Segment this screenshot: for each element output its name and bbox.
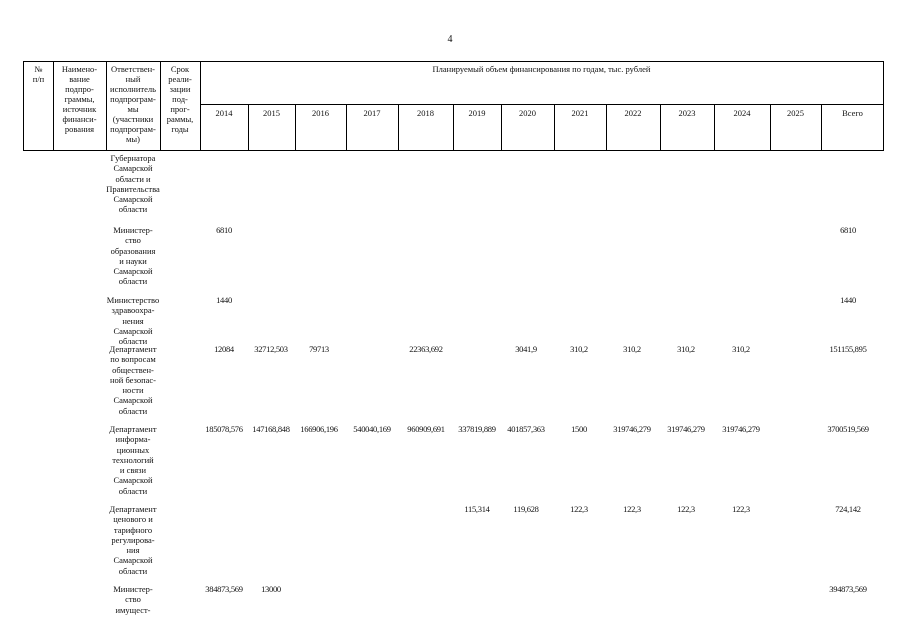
value-2014: 185078,576 xyxy=(205,424,243,434)
year-2015: 2015 xyxy=(263,108,280,118)
value-2023: 319746,279 xyxy=(667,424,705,434)
value-2016: 79713 xyxy=(309,344,329,354)
value-total: 3700519,569 xyxy=(827,424,869,434)
year-2014: 2014 xyxy=(215,108,233,118)
row-org: Департамент информа- ционных технологий и связи Самарской области xyxy=(109,424,157,496)
value-2023: 310,2 xyxy=(677,344,695,354)
header-planned-financing: Планируемый объем финансирования по годам, тыс. рублей xyxy=(432,64,651,74)
value-2015: 147168,848 xyxy=(252,424,290,434)
value-2018: 960909,691 xyxy=(407,424,445,434)
value-2024: 319746,279 xyxy=(722,424,760,434)
value-2021: 1500 xyxy=(571,424,587,434)
page-number: 4 xyxy=(447,34,453,45)
year-2020: 2020 xyxy=(519,108,536,118)
value-2024: 310,2 xyxy=(732,344,750,354)
header-subprogram-name: Наимено- вание подпро- граммы, источник финанси- рования xyxy=(61,64,98,134)
header-term: Срок реали- зации под- прог- раммы, годы xyxy=(166,64,194,134)
value-2014: 6810 xyxy=(216,225,232,235)
value-2021: 310,2 xyxy=(570,344,588,354)
value-2020: 119,628 xyxy=(513,504,539,514)
year-2019: 2019 xyxy=(468,108,486,118)
year-2024: 2024 xyxy=(733,108,751,118)
value-2018: 22363,692 xyxy=(409,344,443,354)
row-org: Министерство здравоохра- нения Самарской области xyxy=(106,295,160,347)
value-2022: 310,2 xyxy=(623,344,641,354)
year-total: Всего xyxy=(842,108,863,118)
value-2014: 1440 xyxy=(216,295,232,305)
value-2023: 122,3 xyxy=(677,504,695,514)
row-org: Министер- ство имущест- xyxy=(113,584,153,615)
value-total: 6810 xyxy=(840,225,856,235)
value-2022: 319746,279 xyxy=(613,424,651,434)
table-header xyxy=(23,61,884,151)
value-2020: 3041,9 xyxy=(515,344,537,354)
year-2017: 2017 xyxy=(363,108,381,118)
row-org: Губернатора Самарской области и Правительства Самарской области xyxy=(106,153,160,215)
header-number: № п/п xyxy=(32,64,45,84)
value-2024: 122,3 xyxy=(732,504,750,514)
year-2021: 2021 xyxy=(571,108,589,118)
value-2022: 122,3 xyxy=(623,504,641,514)
value-2019: 115,314 xyxy=(464,504,490,514)
value-2014: 384873,569 xyxy=(205,584,243,594)
value-total: 724,142 xyxy=(835,504,861,514)
value-2017: 540040,169 xyxy=(353,424,391,434)
value-2021: 122,3 xyxy=(570,504,588,514)
year-2018: 2018 xyxy=(417,108,434,118)
value-total: 1440 xyxy=(840,295,856,305)
value-2014: 12084 xyxy=(214,344,234,354)
year-2025: 2025 xyxy=(787,108,804,118)
value-total: 394873,569 xyxy=(829,584,867,594)
value-total: 151155,895 xyxy=(829,344,867,354)
value-2015: 32712,503 xyxy=(254,344,288,354)
row-org: Департамент ценового и тарифного регулирова- ния Самарской области xyxy=(109,504,157,576)
value-2016: 166906,196 xyxy=(300,424,338,434)
value-2020: 401857,363 xyxy=(507,424,545,434)
row-org: Департамент по вопросам обществен- ной безопас- ности Самарской области xyxy=(109,344,157,416)
value-2015: 13000 xyxy=(261,584,281,594)
year-2023: 2023 xyxy=(678,108,696,118)
row-org: Министер- ство образования и науки Самарской области xyxy=(110,225,156,287)
year-2022: 2022 xyxy=(624,108,642,118)
column-divider xyxy=(200,62,201,150)
header-divider xyxy=(200,104,883,105)
value-2019: 337819,889 xyxy=(458,424,496,434)
year-2016: 2016 xyxy=(312,108,329,118)
header-responsible: Ответствен- ный исполнитель подпрограм- мы (участники подпрограм- мы) xyxy=(110,64,156,144)
